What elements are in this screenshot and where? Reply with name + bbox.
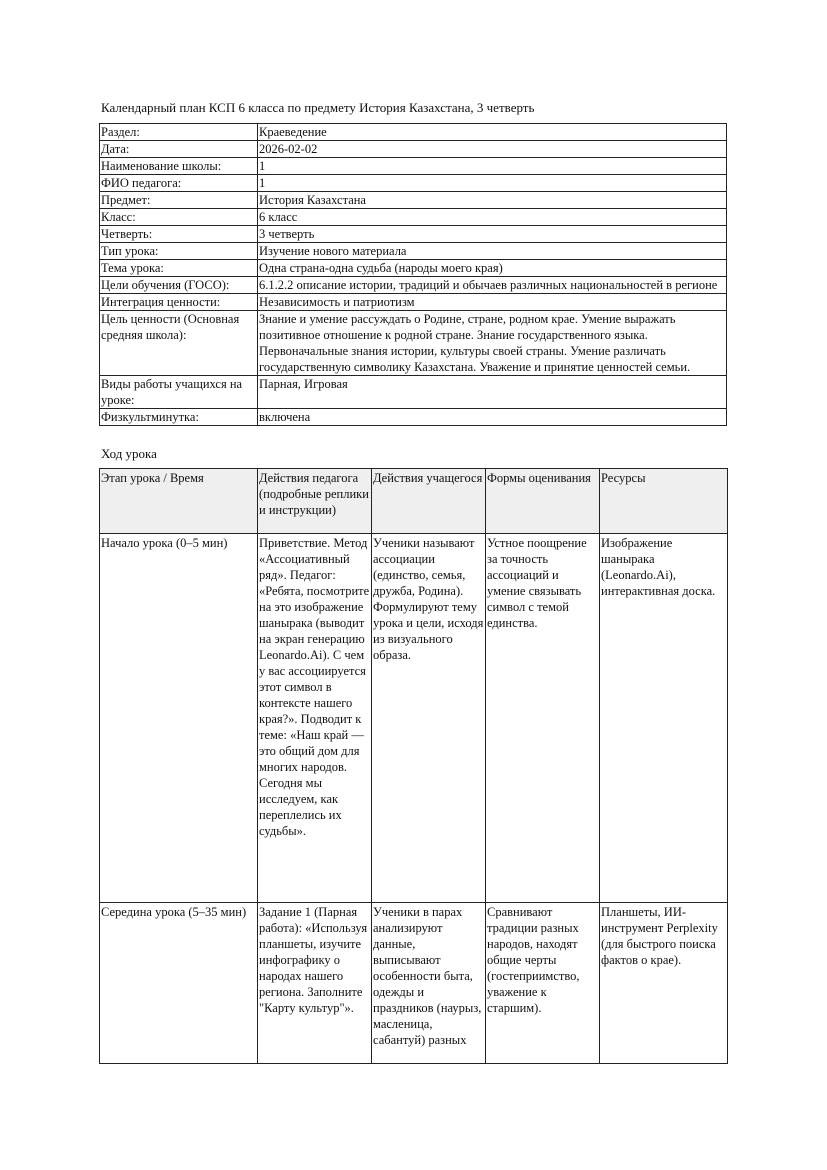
info-row: [100, 260, 727, 277]
info-value: Одна страна-одна судьба (народы моего края): [258, 260, 727, 277]
info-row: [100, 277, 727, 294]
info-value: История Казахстана: [258, 192, 727, 209]
info-row: [100, 209, 727, 226]
plan-resources: Изображение шанырака (Leonardo.Ai), интерактивная доска.: [600, 534, 728, 903]
plan-student: Ученики называют ассоциации (единство, семья, дружба, Родина). Формулируют тему урока и цели, исходя из визуального образа.: [372, 534, 486, 903]
info-row: [100, 243, 727, 260]
lesson-info-table: [99, 123, 727, 426]
info-row: [100, 124, 727, 141]
info-label: Цели обучения (ГОСО):: [100, 277, 258, 294]
plan-stage: Начало урока (0–5 мин): [100, 534, 258, 903]
info-row: [100, 192, 727, 209]
info-value: включена: [258, 409, 727, 426]
info-value: 6.1.2.2 описание истории, традиций и обычаев различных национальностей в регионе: [258, 277, 727, 294]
header-assessment: Формы оценивания: [486, 469, 600, 534]
document-title: Календарный план КСП 6 класса по предмету История Казахстана, 3 четверть: [101, 100, 535, 115]
info-value: 2026-02-02: [258, 141, 727, 158]
info-label: Тип урока:: [100, 243, 258, 260]
info-row: [100, 226, 727, 243]
info-label: Класс:: [100, 209, 258, 226]
info-value: 6 класс: [258, 209, 727, 226]
plan-stage: Середина урока (5–35 мин): [100, 903, 258, 1064]
plan-teacher: Задание 1 (Парная работа): «Используя планшеты, изучите инфографику о народах нашего региона. Заполните "Карту культур"».: [258, 903, 372, 1064]
info-label: Дата:: [100, 141, 258, 158]
info-row: [100, 294, 727, 311]
info-value: Знание и умение рассуждать о Родине, стране, родном крае. Умение выражать позитивное отношение к родной стране. Знание государственного языка. Первоначальные знания истории, культуры своей страны. Умение различать государственную символику Казахстана. Уважение и принятие ценностей семьи.: [258, 311, 727, 376]
plan-assessment: Сравнивают традиции разных народов, находят общие черты (гостеприимство, уважение к старшим).: [486, 903, 600, 1064]
header-teacher: Действия педагога (подробные реплики и инструкции): [258, 469, 372, 534]
info-row: [100, 376, 727, 409]
info-label: Физкультминутка:: [100, 409, 258, 426]
info-label: Предмет:: [100, 192, 258, 209]
info-label: Четверть:: [100, 226, 258, 243]
info-value: 1: [258, 158, 727, 175]
info-label: Интеграция ценности:: [100, 294, 258, 311]
info-label: Виды работы учащихся на уроке:: [100, 376, 258, 409]
info-row: [100, 158, 727, 175]
header-stage: Этап урока / Время: [100, 469, 258, 534]
info-label: Раздел:: [100, 124, 258, 141]
info-row: [100, 175, 727, 192]
header-resources: Ресурсы: [600, 469, 728, 534]
info-value: Независимость и патриотизм: [258, 294, 727, 311]
info-label: Цель ценности (Основная средняя школа):: [100, 311, 258, 376]
info-row: [100, 141, 727, 158]
info-label: Наименование школы:: [100, 158, 258, 175]
plan-row: [100, 534, 728, 903]
plan-teacher: Приветствие. Метод «Ассоциативный ряд». Педагог: «Ребята, посмотрите на это изображение шанырака (выводит на экран генерацию Leonardo.Ai). С чем у вас ассоциируется этот символ в контексте нашего края?». Подводит к теме: «Наш край — это общий дом для многих народов. Сегодня мы исследуем, как переплелись их судьбы».: [258, 534, 372, 903]
info-row: [100, 409, 727, 426]
info-value: 1: [258, 175, 727, 192]
info-row: [100, 311, 727, 376]
plan-assessment: Устное поощрение за точность ассоциаций и умение связывать символ с темой единства.: [486, 534, 600, 903]
plan-header-row: [100, 469, 728, 534]
info-label: ФИО педагога:: [100, 175, 258, 192]
lesson-plan-table: [99, 468, 728, 1064]
info-label: Тема урока:: [100, 260, 258, 277]
info-value: Краеведение: [258, 124, 727, 141]
lesson-progress-heading: Ход урока: [101, 446, 157, 461]
info-value: Изучение нового материала: [258, 243, 727, 260]
info-value: 3 четверть: [258, 226, 727, 243]
header-student: Действия учащегося: [372, 469, 486, 534]
plan-row: [100, 903, 728, 1064]
plan-student: Ученики в парах анализируют данные, выписывают особенности быта, одежды и праздников (наурыз, масленица, сабантуй) разных: [372, 903, 486, 1064]
info-value: Парная, Игровая: [258, 376, 727, 409]
plan-resources: Планшеты, ИИ-инструмент Perplexity (для быстрого поиска фактов о крае).: [600, 903, 728, 1064]
